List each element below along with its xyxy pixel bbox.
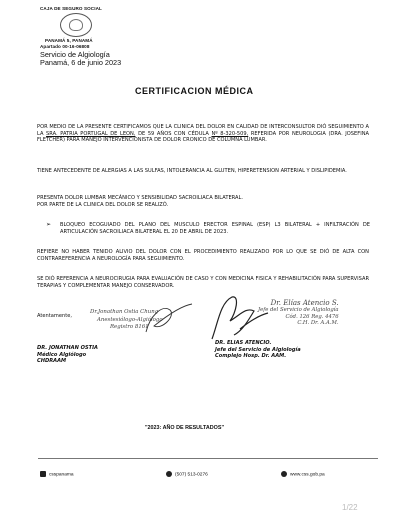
signer-right-name: DR. ELIAS ATENCIO. [215,340,272,346]
org-city: PANAMÁ 5, PANAMÁ [45,38,93,43]
footer-web [281,471,325,478]
signer-left [37,345,98,365]
patient-name: SRA. PATRIA PORTUGAL DE LEON, [46,130,136,137]
page-title: CERTIFICACION MÉDICA [135,86,254,96]
stamp-left-line1: Dr.Jonathan Ostia Chung [90,309,159,315]
signature-left-icon [140,296,200,342]
signer-right-role: Jefe del Servicio de Algiología [215,346,301,353]
paragraph-referrals: SE DIÓ REFERENCIA A NEUROCIRUGIA PARA EVALUACIÓN DE CASO Y CON MEDICINA FISICA Y REHABILITACIÓN PARA SUPERVISAR TERAPIAS Y COMPLEMENTAR MANEJO CONSERVADOR. [37,276,369,289]
stamp-right-line4: C.H. Dr. A.A.M. [297,320,339,327]
globe-icon [281,471,287,477]
paragraph-procedures-intro: POR PARTE DE LA CLINICA DEL DOLOR SE REALIZÓ. [37,202,169,208]
institution-seal-icon [60,13,92,37]
document-date: Panamá, 6 de junio 2023 [40,58,122,67]
org-name: CAJA DE SEGURO SOCIAL [40,6,102,11]
paragraph-intro [37,124,369,144]
signer-right [215,340,301,360]
footer-social-handle: csspanama [49,472,74,478]
footer-website: www.css.gob.pa [290,472,325,478]
intro-text-a: POR MEDIO DE LA PRESENTE CERTIFICAMOS QUE LA CLINICA DEL DOLOR EN CALIDAD DE INTERCONSULTOR DIÓ SEGUIMIENTO A LA [37,124,369,137]
paragraph-findings: PRESENTA DOLOR LUMBAR MECÁNICO Y SENSIBILIDAD SACROILIACA BILATERAL. [37,195,243,201]
paragraph-history: TIENE ANTECEDENTE DE ALERGIAS A LAS SULFAS, INTOLERANCIA AL GLUTEN, HIPERETENSION ARTERIAL Y DISLIPIDEMIA. [37,168,347,174]
footer-phone [166,471,208,478]
footer-phone-number: (507) 513-0276 [175,472,208,478]
closing: Atentamente, [37,313,72,319]
footer-social [40,471,74,478]
stamp-right-line2: Jefe del Servicio de Algiología [258,306,339,313]
social-media-icon [40,471,46,477]
bullet-arrow-icon: ➢ [46,221,52,228]
phone-icon [166,471,172,477]
footer-divider [38,458,378,459]
service-name: Servicio de Algiología [40,50,110,59]
signer-left-role: Médico Algiólogo [37,351,87,358]
intro-text-b: DE 59 AÑOS CON CÉDULA [135,130,212,137]
signer-left-place: CHDRAAM [37,358,67,365]
stamp-right-line3: Cód. 126 Reg. 4476 [285,313,339,320]
year-motto: "2023: AÑO DE RESULTADOS" [145,425,224,431]
stamp-right-line1: Dr. Elías Atencio S. [270,299,339,307]
signer-left-name: DR. JONATHAN OSTIA [37,345,98,351]
org-postal: Apartado 00-16-06808 [40,44,90,49]
stamp-left-line2: Anestesiólogo-Algiólogo [97,316,163,323]
stamp-left-line3: Registro 8161 [110,324,149,331]
paragraph-outcome: REFIERE NO HABER TENIDO ALIVIO DEL DOLOR CON EL PROCEDIMIENTO REALIZADO POR LO QUE SE DIÓ DE ALTA CON CONTRAREFERENCIA A NEUROLOGÍA PARA SEGUIMIENTO. [37,249,369,262]
patient-id: Nº 8-320-509, [211,130,249,137]
signer-right-place: Complejo Hosp. Dr. AAM. [215,353,287,360]
stamp-right [258,300,339,327]
bullet-procedure: BLOQUEO ECOGUIADO DEL PLANO DEL MUSCULO ERECTOR ESPINAL (ESP) L3 BILATERAL + INFILTRACIÓN DE ARTICULACIÓN SACROILIACA BILATERAL EL 20 DE ABRIL DE 2023. [60,222,370,235]
intro-text-c: REFERIDA POR NEUROLOGIA (DRA. JOSEFINA FLETCHER) PARA MANEJO INTERVENCIONISTA DE DOLOR CRONICO DE COLUMNA LUMBAR. [37,130,369,144]
page-mark: 1/22 [342,503,358,512]
